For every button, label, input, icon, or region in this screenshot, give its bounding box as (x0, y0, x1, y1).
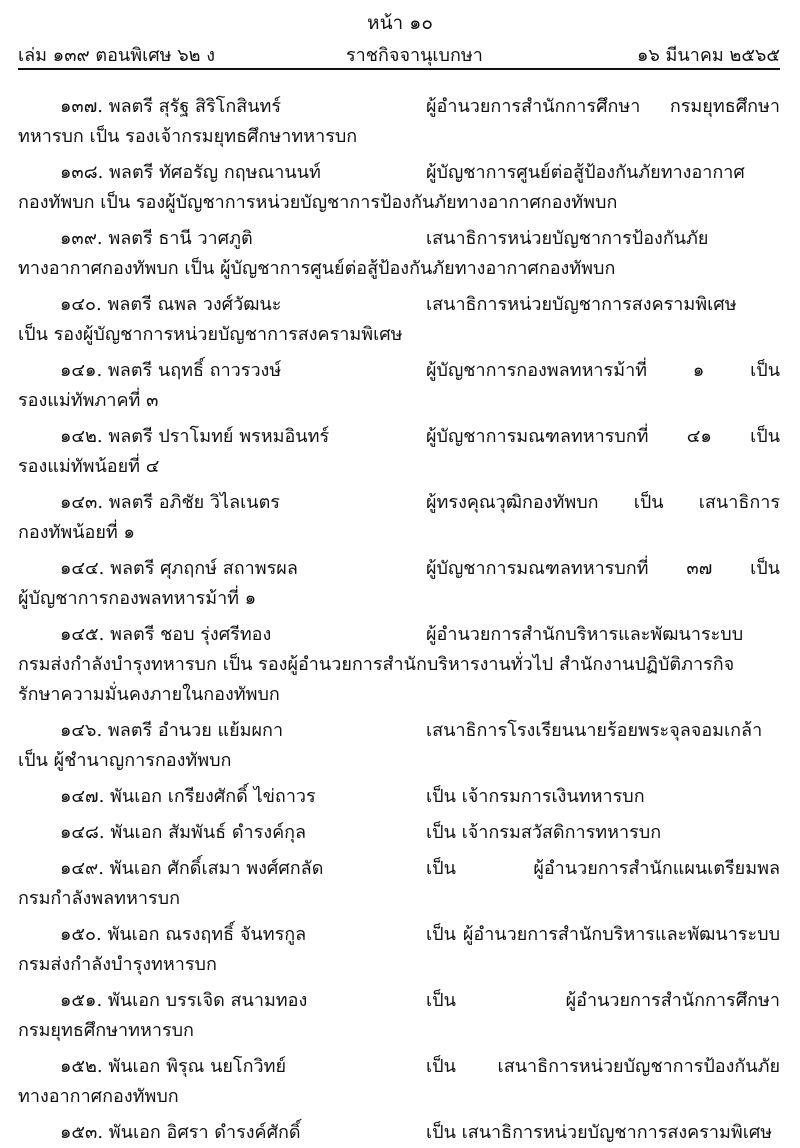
position-text: ผู้บัญชาการมณฑลทหารบกที่ ๔๑ เป็น (426, 426, 780, 447)
entry-first-line (18, 356, 780, 386)
position-text: เป็น เสนาธิการหน่วยบัญชาการป้องกันภัย (426, 1056, 780, 1077)
position-continuation: รักษาความมั่นคงภายในกองทัพบก (18, 684, 280, 705)
officer-name: ๑๕๓. พันเอก อิศรา ดำรงค์ศักดิ์ (60, 1122, 301, 1143)
appointment-entry (18, 986, 780, 1046)
position-continuation: ทหารบก เป็น รองเจ้ากรมยุทธศึกษาทหารบก (18, 126, 358, 147)
appointment-entry (18, 620, 780, 710)
appointment-entry (18, 290, 780, 350)
entry-first-line (18, 1052, 780, 1082)
officer-name: ๑๔๙. พันเอก ศักดิ์เสมา พงศ์ศกลัด (60, 858, 324, 879)
appointment-entry (18, 854, 780, 914)
entry-first-line (18, 422, 780, 452)
officer-name: ๑๔๐. พลตรี ณพล วงศ์วัฒนะ (60, 294, 282, 315)
position-text: ผู้บัญชาการศูนย์ต่อสู้ป้องกันภัยทางอากาศ (426, 162, 745, 183)
entry-first-line (18, 620, 780, 650)
position-continuation: เป็น รองผู้บัญชาการหน่วยบัญชาการสงครามพิเศษ (18, 324, 403, 345)
officer-name: ๑๕๑. พันเอก บรรเจิด สนามทอง (60, 990, 308, 1011)
appointment-entry (18, 782, 780, 812)
appointment-entry (18, 554, 780, 614)
appointment-entry (18, 488, 780, 548)
gazette-header (18, 40, 780, 68)
appointment-entry (18, 818, 780, 848)
officer-name: ๑๕๐. พันเอก ณรงฤทธิ์ จันทรกูล (60, 924, 307, 945)
position-text: ผู้บัญชาการกองพลทหารม้าที่ ๑ เป็น (426, 360, 780, 381)
entry-first-line (18, 716, 780, 746)
officer-name: ๑๓๙. พลตรี ธานี วาศภูติ (60, 228, 253, 249)
appointment-entry (18, 1052, 780, 1112)
position-continuation: กรมยุทธศึกษาทหารบก (18, 1020, 194, 1041)
volume-issue: เล่ม ๑๓๙ ตอนพิเศษ ๖๒ ง (18, 45, 216, 66)
appointment-entry (18, 920, 780, 980)
entry-first-line (18, 488, 780, 518)
position-continuation: กรมส่งกำลังบำรุงทหารบก เป็น รองผู้อำนวยการสำนักบริหารงานทั่วไป สำนักงานปฏิบัติภารกิจ (18, 654, 735, 675)
officer-name: ๑๔๕. พลตรี ชอบ รุ่งศรีทอง (60, 624, 272, 645)
position-text: เป็น เสนาธิการหน่วยบัญชาการสงครามพิเศษ (426, 1122, 773, 1143)
position-text: เป็น เจ้ากรมการเงินทหารบก (426, 786, 645, 807)
position-text: เสนาธิการโรงเรียนนายร้อยพระจุลจอมเกล้า (426, 720, 763, 741)
appointment-entry (18, 422, 780, 482)
position-text: เป็น ผู้อำนวยการสำนักแผนเตรียมพล (426, 858, 780, 879)
officer-name: ๑๕๒. พันเอก พิรุณ นยโกวิทย์ (60, 1056, 287, 1077)
officer-name: ๑๔๒. พลตรี ปราโมทย์ พรหมอินทร์ (60, 426, 330, 447)
position-text: เสนาธิการหน่วยบัญชาการสงครามพิเศษ (426, 294, 737, 315)
entry-first-line (18, 818, 780, 848)
entry-first-line (18, 554, 780, 584)
position-text: เป็น ผู้อำนวยการสำนักบริหารและพัฒนาระบบ (426, 924, 780, 945)
position-continuation: ทางอากาศกองทัพบก เป็น ผู้บัญชาการศูนย์ต่อสู้ป้องกันภัยทางอากาศกองทัพบก (18, 258, 616, 279)
position-continuation: ทางอากาศกองทัพบก (18, 1086, 179, 1107)
position-continuation: รองแม่ทัพน้อยที่ ๔ (18, 456, 160, 477)
entry-first-line (18, 224, 780, 254)
officer-name: ๑๔๖. พลตรี อำนวย แย้มผกา (60, 720, 284, 741)
position-text: ผู้บัญชาการมณฑลทหารบกที่ ๓๗ เป็น (426, 558, 780, 579)
entry-first-line (18, 1118, 780, 1148)
appointment-list (18, 92, 780, 1148)
position-text: ผู้อำนวยการสำนักการศึกษา กรมยุทธศึกษา (426, 96, 780, 117)
officer-name: ๑๔๘. พันเอก สัมพันธ์ ดำรงค์กุล (60, 822, 307, 843)
header-divider (18, 68, 780, 70)
entry-first-line (18, 158, 780, 188)
officer-name: ๑๔๑. พลตรี นฤทธิ์ ถาวรวงษ์ (60, 360, 282, 381)
position-continuation: กรมส่งกำลังบำรุงทหารบก (18, 954, 217, 975)
entry-first-line (18, 920, 780, 950)
appointment-entry (18, 716, 780, 776)
position-text: เป็น เจ้ากรมสวัสดิการทหารบก (426, 822, 662, 843)
position-continuation: ผู้บัญชาการกองพลทหารม้าที่ ๑ (18, 588, 257, 609)
entry-first-line (18, 854, 780, 884)
position-continuation: กรมกำลังพลทหารบก (18, 888, 180, 909)
position-continuation: กองทัพน้อยที่ ๑ (18, 522, 135, 543)
officer-name: ๑๔๔. พลตรี ศุภฤกษ์ สถาพรผล (60, 558, 298, 579)
position-text: ผู้อำนวยการสำนักบริหารและพัฒนาระบบ (426, 624, 744, 645)
entry-first-line (18, 986, 780, 1016)
officer-name: ๑๓๗. พลตรี สุรัฐ สิริโกสินทร์ (60, 96, 282, 117)
entry-first-line (18, 782, 780, 812)
appointment-entry (18, 158, 780, 218)
position-text: เสนาธิการหน่วยบัญชาการป้องกันภัย (426, 228, 709, 249)
appointment-entry (18, 92, 780, 152)
position-continuation: รองแม่ทัพภาคที่ ๓ (18, 390, 159, 411)
appointment-entry (18, 1118, 780, 1148)
page-number: หน้า ๑๐ (367, 12, 433, 34)
position-text: เป็น ผู้อำนวยการสำนักการศึกษา (426, 990, 780, 1011)
appointment-entry (18, 356, 780, 416)
officer-name: ๑๔๓. พลตรี อภิชัย วิไลเนตร (60, 492, 280, 513)
officer-name: ๑๓๘. พลตรี ทัศอรัญ กฤษณานนท์ (60, 162, 321, 183)
officer-name: ๑๔๗. พันเอก เกรียงศักดิ์ ไข่ถาวร (60, 786, 316, 807)
entry-first-line (18, 92, 780, 122)
position-continuation: กองทัพบก เป็น รองผู้บัญชาการหน่วยบัญชาการป้องกันภัยทางอากาศกองทัพบก (18, 192, 618, 213)
publication-date: ๑๖ มีนาคม ๒๕๖๕ (636, 45, 780, 66)
position-continuation: เป็น ผู้ชำนาญการกองทัพบก (18, 750, 232, 771)
entry-first-line (18, 290, 780, 320)
position-text: ผู้ทรงคุณวุฒิกองทัพบก เป็น เสนาธิการ (426, 492, 780, 513)
appointment-entry (18, 224, 780, 284)
gazette-title: ราชกิจจานุเบกษา (346, 45, 483, 66)
